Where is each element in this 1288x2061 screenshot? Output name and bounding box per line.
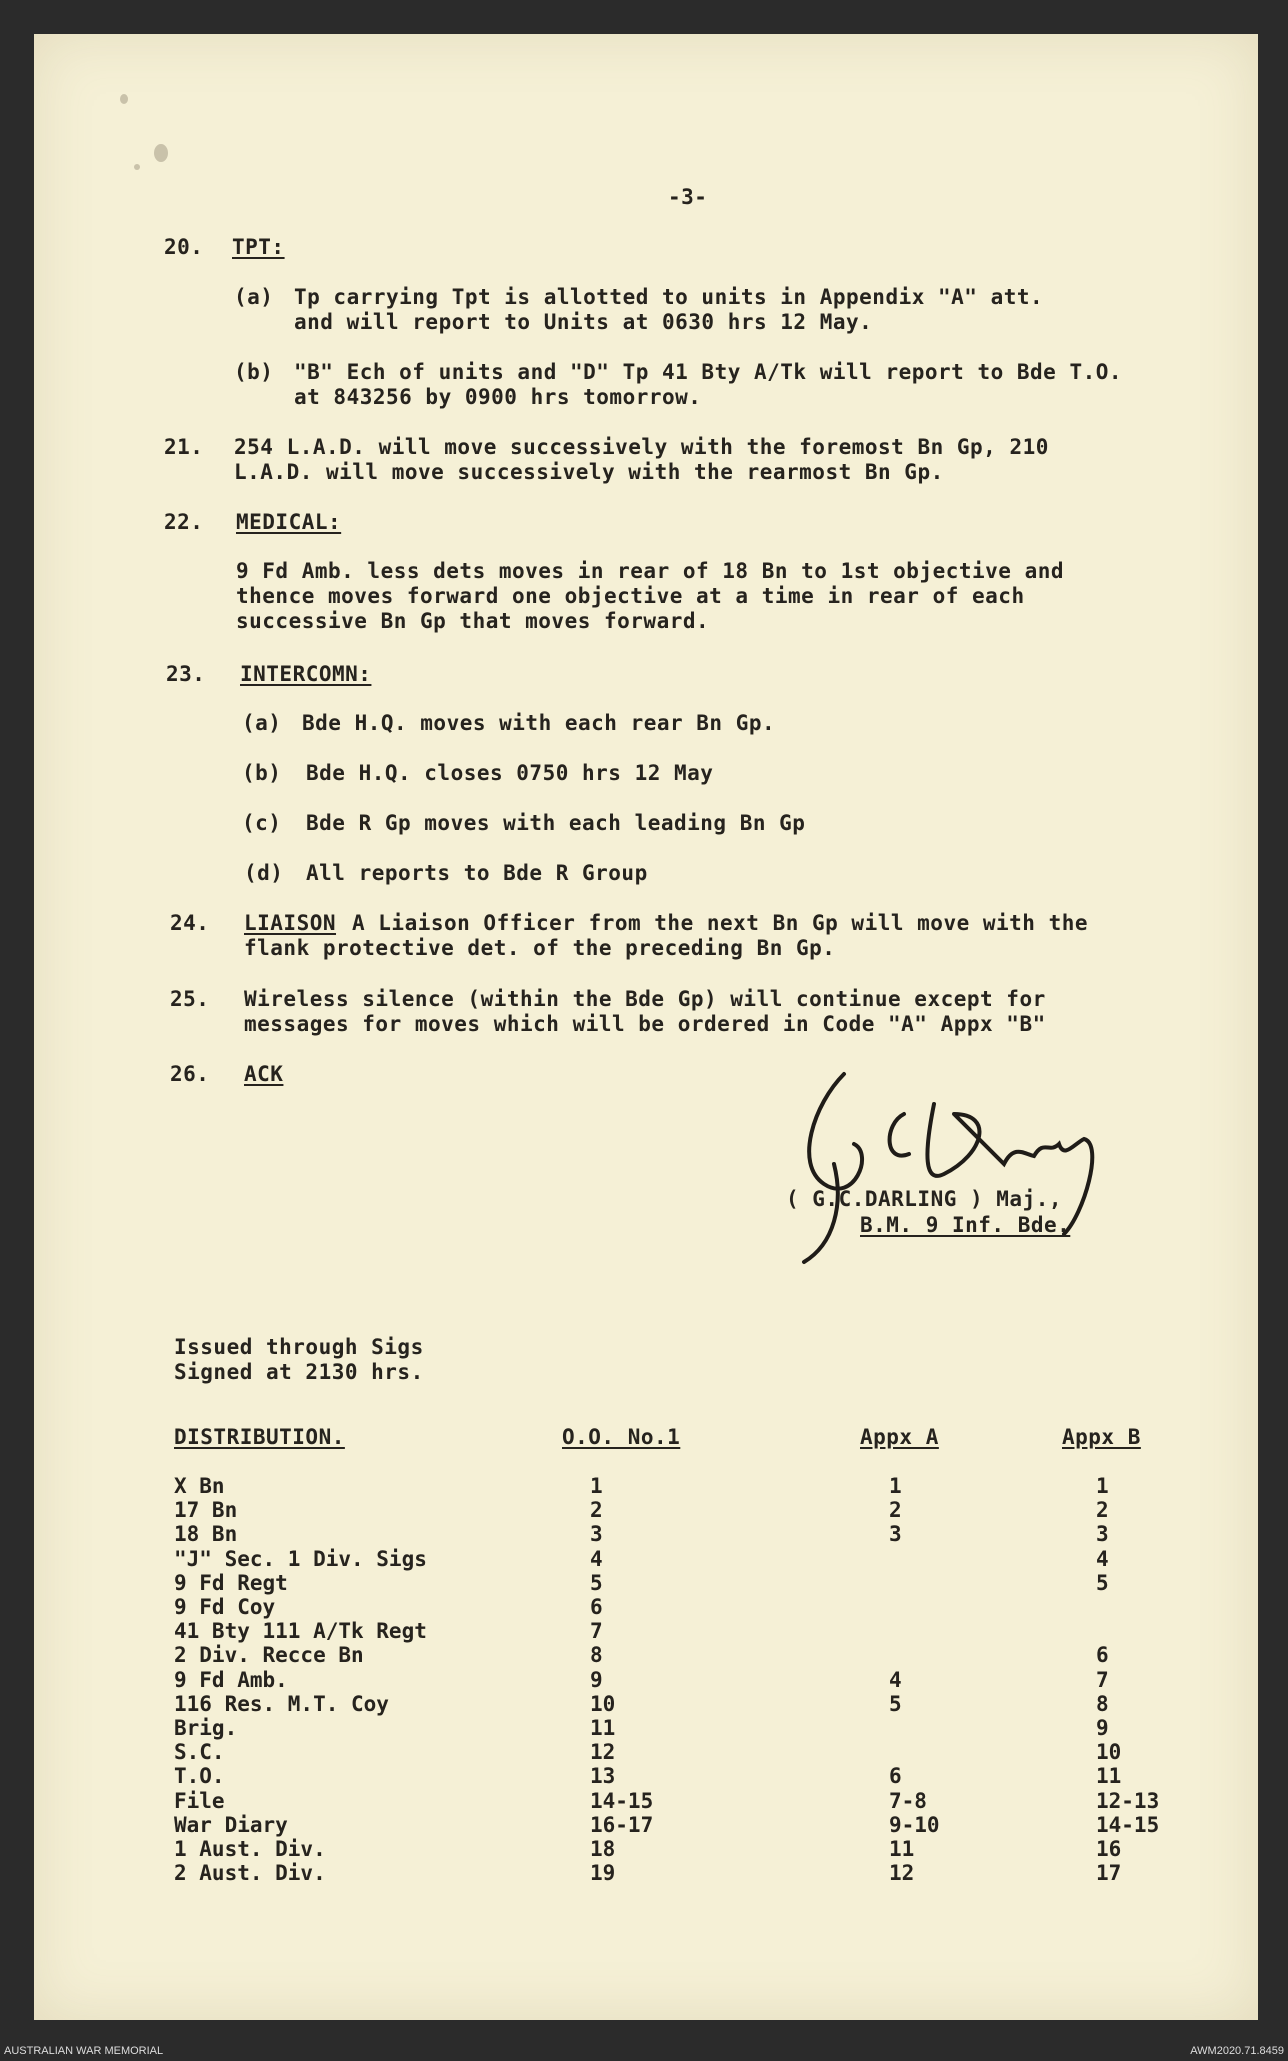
- paper-mark: [134, 164, 140, 170]
- distribution-recipient: 9 Fd Amb.: [174, 1667, 288, 1692]
- distribution-copy-number: 8: [1096, 1691, 1109, 1716]
- distribution-copy-number: 4: [590, 1546, 603, 1571]
- section-number: 25.: [170, 987, 210, 1011]
- distribution-copy-number: 9: [1096, 1716, 1109, 1740]
- footer-left: AUSTRALIAN WAR MEMORIAL: [4, 2045, 164, 2057]
- page-number: -3-: [668, 185, 708, 209]
- distribution-recipient: File: [174, 1788, 225, 1813]
- paragraph-line: at 843256 by 0900 hrs tomorrow.: [294, 385, 702, 409]
- distribution-copy-number: 16-17: [590, 1812, 654, 1837]
- distribution-copy-number: 19: [590, 1861, 616, 1886]
- paragraph-line: Bde R Gp moves with each leading Bn Gp: [306, 811, 806, 835]
- distribution-copy-number: 7: [590, 1619, 603, 1644]
- paragraph-line: "B" Ech of units and "D" Tp 41 Bty A/Tk will report to Bde T.O.: [294, 360, 1123, 384]
- distribution-header: DISTRIBUTION.: [174, 1425, 345, 1449]
- distribution-recipient: X Bn: [174, 1474, 225, 1498]
- distribution-recipient: Brig.: [174, 1716, 238, 1740]
- distribution-copy-number: 17: [1096, 1861, 1122, 1886]
- subsection-label: (b): [242, 761, 282, 785]
- paper-mark: [154, 144, 168, 162]
- distribution-recipient: 9 Fd Regt: [174, 1570, 288, 1595]
- distribution-copy-number: 11: [590, 1716, 616, 1740]
- paper-mark: [120, 94, 128, 104]
- distribution-recipient: 9 Fd Coy: [174, 1595, 276, 1619]
- distribution-copy-number: 14-15: [590, 1788, 654, 1813]
- distribution-recipient: 116 Res. M.T. Coy: [174, 1691, 389, 1716]
- signatory-name: ( G.C.DARLING ) Maj.,: [786, 1187, 1063, 1211]
- paragraph-line: flank protective det. of the preceding Bn Gp.: [244, 936, 836, 960]
- distribution-copy-number: 4: [1096, 1546, 1109, 1571]
- paragraph-line: Tp carrying Tpt is allotted to units in Appendix "A" att.: [294, 285, 1044, 309]
- distribution-copy-number: 8: [590, 1643, 603, 1668]
- subsection-label: (c): [242, 811, 282, 835]
- paragraph-line: successive Bn Gp that moves forward.: [236, 609, 710, 633]
- distribution-copy-number: 1: [889, 1474, 902, 1498]
- distribution-copy-number: 10: [590, 1691, 616, 1716]
- distribution-recipient: War Diary: [174, 1812, 288, 1837]
- subsection-label: (b): [234, 360, 274, 384]
- distribution-header: O.O. No.1: [562, 1425, 681, 1449]
- distribution-recipient: 17 Bn: [174, 1498, 238, 1523]
- distribution-copy-number: 6: [889, 1764, 902, 1789]
- distribution-copy-number: 12: [590, 1740, 616, 1765]
- distribution-copy-number: 6: [1096, 1643, 1109, 1668]
- distribution-copy-number: 5: [1096, 1570, 1109, 1595]
- section-heading: LIAISON: [244, 911, 337, 935]
- paragraph-line: and will report to Units at 0630 hrs 12 May.: [294, 310, 873, 334]
- distribution-copy-number: 12: [889, 1861, 915, 1886]
- distribution-header: Appx B: [1062, 1425, 1141, 1449]
- issued-line: Issued through Sigs: [174, 1335, 424, 1359]
- distribution-copy-number: 1: [590, 1474, 603, 1498]
- distribution-copy-number: 12-13: [1096, 1788, 1160, 1813]
- handwritten-signature: [774, 1044, 1154, 1274]
- distribution-copy-number: 11: [1096, 1764, 1122, 1789]
- distribution-header: Appx A: [860, 1425, 939, 1449]
- section-number: 21.: [164, 435, 204, 459]
- distribution-copy-number: 14-15: [1096, 1812, 1160, 1837]
- distribution-copy-number: 7-8: [889, 1788, 927, 1813]
- paragraph-line: A Liaison Officer from the next Bn Gp will move with the: [352, 911, 1089, 935]
- distribution-recipient: S.C.: [174, 1740, 225, 1765]
- section-number: 22.: [164, 510, 204, 534]
- subsection-label: (a): [242, 711, 282, 735]
- subsection-label: (d): [244, 861, 284, 885]
- section-number: 24.: [170, 911, 210, 935]
- distribution-recipient: 2 Div. Recce Bn: [174, 1643, 364, 1668]
- distribution-copy-number: 2: [590, 1498, 603, 1523]
- section-number: 26.: [170, 1062, 210, 1086]
- paragraph-line: messages for moves which will be ordered in Code "A" Appx "B": [244, 1012, 1046, 1036]
- section-heading: MEDICAL:: [236, 510, 342, 534]
- distribution-copy-number: 9: [590, 1667, 603, 1692]
- section-heading: INTERCOMN:: [240, 662, 372, 686]
- paragraph-line: Bde H.Q. closes 0750 hrs 12 May: [306, 761, 714, 785]
- distribution-copy-number: 4: [889, 1667, 902, 1692]
- distribution-recipient: T.O.: [174, 1764, 225, 1789]
- distribution-recipient: "J" Sec. 1 Div. Sigs: [174, 1546, 427, 1571]
- distribution-copy-number: 16: [1096, 1837, 1122, 1861]
- footer-right: AWM2020.71.8459: [1190, 2045, 1284, 2057]
- distribution-copy-number: 1: [1096, 1474, 1109, 1498]
- distribution-copy-number: 11: [889, 1837, 915, 1861]
- paragraph-line: thence moves forward one objective at a time in rear of each: [236, 584, 1025, 608]
- paragraph-line: Bde H.Q. moves with each rear Bn Gp.: [302, 711, 776, 735]
- distribution-copy-number: 9-10: [889, 1812, 940, 1837]
- distribution-copy-number: 3: [889, 1522, 902, 1547]
- distribution-copy-number: 2: [1096, 1498, 1109, 1523]
- issued-line: Signed at 2130 hrs.: [174, 1360, 424, 1384]
- distribution-copy-number: 5: [590, 1570, 603, 1595]
- paragraph-line: 9 Fd Amb. less dets moves in rear of 18 Bn to 1st objective and: [236, 559, 1065, 583]
- distribution-copy-number: 5: [889, 1691, 902, 1716]
- section-number: 23.: [166, 662, 206, 686]
- distribution-recipient: 41 Bty 111 A/Tk Regt: [174, 1619, 427, 1644]
- distribution-copy-number: 7: [1096, 1667, 1109, 1692]
- distribution-recipient: 18 Bn: [174, 1522, 238, 1547]
- paragraph-line: All reports to Bde R Group: [306, 861, 648, 885]
- distribution-copy-number: 6: [590, 1595, 603, 1619]
- distribution-copy-number: 10: [1096, 1740, 1122, 1765]
- distribution-recipient: 2 Aust. Div.: [174, 1861, 326, 1886]
- section-heading: TPT:: [232, 235, 285, 259]
- paragraph-line: Wireless silence (within the Bde Gp) will continue except for: [244, 987, 1046, 1011]
- distribution-copy-number: 2: [889, 1498, 902, 1523]
- subsection-label: (a): [234, 285, 274, 309]
- distribution-recipient: 1 Aust. Div.: [174, 1837, 326, 1861]
- paragraph-line: L.A.D. will move successively with the rearmost Bn Gp.: [234, 460, 944, 484]
- section-number: 20.: [164, 235, 204, 259]
- document-page: [34, 34, 1258, 2020]
- section-heading: ACK: [244, 1062, 284, 1086]
- distribution-copy-number: 3: [1096, 1522, 1109, 1547]
- signatory-title: B.M. 9 Inf. Bde.: [860, 1213, 1071, 1237]
- distribution-copy-number: 13: [590, 1764, 616, 1789]
- distribution-copy-number: 3: [590, 1522, 603, 1547]
- distribution-copy-number: 18: [590, 1837, 616, 1861]
- paragraph-line: 254 L.A.D. will move successively with the foremost Bn Gp, 210: [234, 435, 1049, 459]
